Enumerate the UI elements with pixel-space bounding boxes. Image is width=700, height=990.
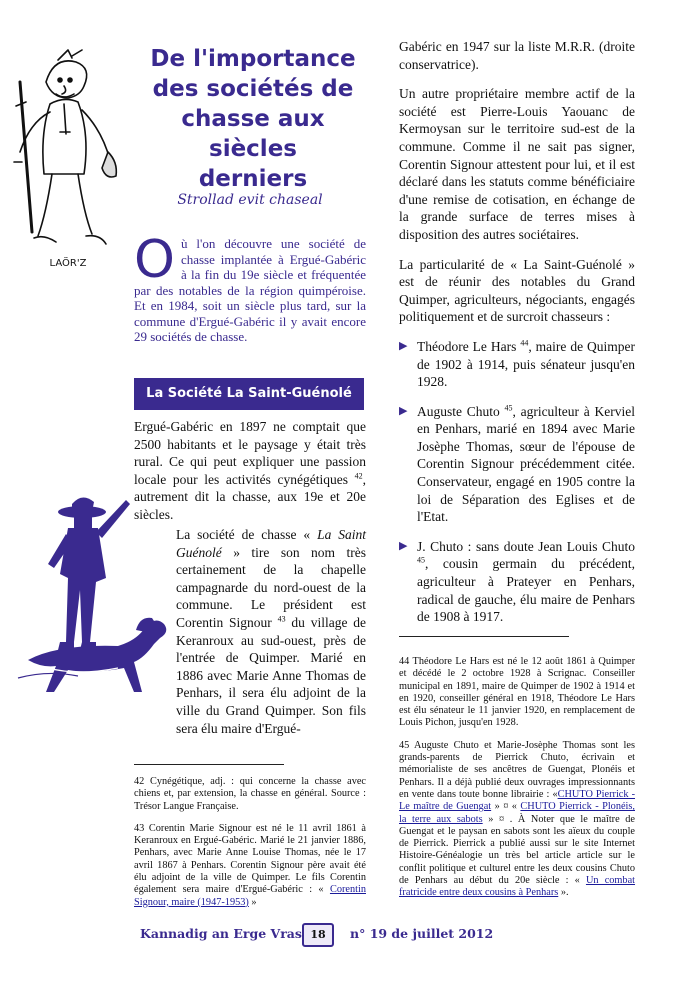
title-line-2: des sociétés de xyxy=(152,76,354,102)
article-intro xyxy=(134,230,366,345)
intro-text: ù l'on découvre une société de chasse implantée à Ergué-Gabéric à la fin du 19e siècle et fréquentée par des notables de la région quimpéroise. Et en 1984, soit un siècle plus tard, sur la commune d'Ergué-Gabéric il y avait encore 29 sociétés de chasse. xyxy=(134,236,366,344)
society-name-italic: La Saint Guénolé xyxy=(176,527,366,560)
footer-publication-name: Kannadig an Erge Vras xyxy=(140,926,302,941)
hunter-cartoon-illustration xyxy=(6,42,124,272)
section-heading: La Société La Saint-Guénolé xyxy=(134,378,364,410)
list-item-le-hars-text: , maire de Quimper de 1902 à 1914, puis sénateur jusqu'en 1928. xyxy=(417,338,635,390)
list-item-le-hars-name: Théodore Le Hars xyxy=(417,338,517,354)
intro-drop-cap: O xyxy=(134,230,175,290)
footnote-45 xyxy=(399,740,635,900)
page-footer xyxy=(140,922,500,946)
footnote-43-end: » xyxy=(248,896,257,908)
list-item-auguste-chuto xyxy=(399,403,635,526)
title-line-4: derniers xyxy=(198,166,308,192)
footnote-divider-right xyxy=(399,636,569,637)
link-maitre-de-guengat[interactable]: CHUTO Pierrick - Le maître de Guengat xyxy=(399,788,635,813)
footnote-45-text-c: » ¤ . À Noter que le maître de Guengat et le paysan en sabots sont les aïeux du couple de Pierrick. Pierrick a publié aussi sur le site Internet Histoire-Généalogie un très bel article article sur le conflit politique et culturel entre les deux cousins Chuto de Penhars au début du 20e siècle : « xyxy=(399,813,635,887)
footnote-ref-44: 44 xyxy=(520,338,529,348)
left-p1-text-b: , autrement dit la chasse, aux 19e et 20e siècles. xyxy=(134,471,366,522)
article-title xyxy=(142,44,364,194)
list-item-auguste-chuto-text: , agriculteur à Kerviel en Penhars, marié en 1894 avec Marie Josèphe Thomas, sœur de l'épouse de Corentin Signour précédemment citée. Conservateur, engagé en 1905 contre la loi de Séparation des Eglises et de l'Etat. xyxy=(417,403,635,525)
footnote-43 xyxy=(134,823,366,909)
page-number: 18 xyxy=(302,923,334,947)
footnote-ref-45b: 45 xyxy=(417,555,425,565)
footnote-42: 42 Cynégétique, adj. : qui concerne la chasse avec chiens et, par extension, la chasse en général. Source : Trésor Langue Française. xyxy=(134,776,366,812)
hunter-with-dog-illustration xyxy=(8,492,172,710)
list-item-j-chuto-name: J. Chuto : sans doute Jean Louis Chuto xyxy=(417,538,635,554)
right-column xyxy=(399,38,635,638)
right-p2: La particularité de « La Saint-Guénolé » est de réunir des notables du Grand Quimper, agriculteurs, négociants, engagés politiquement et de surcroit chasseurs : xyxy=(399,256,635,325)
right-p1: Un autre propriétaire membre actif de la société est Pierre-Louis Yaouanc de Kermoysan sur le territoire sud-est de la commune. Comme il ne sait pas signer, Corentin Signour attestent pour lui, et il est déclaré dans les statuts comme bénéficiaire d'une remise de cotisation, en échange de la grande surface de terres mises à disposition des autres sociétaires. xyxy=(399,86,635,242)
bullet-arrow-icon: ▶ xyxy=(399,339,408,352)
left-column-paragraph-1 xyxy=(134,418,366,524)
footer-issue: n° 19 de juillet 2012 xyxy=(350,926,494,941)
footnote-divider-left xyxy=(134,764,284,765)
footnote-45-text-a: 45 Auguste Chuto et Marie-Josèphe Thomas sont les grands-parents de Pierrick Chuto, écrivain et mémorialiste de ses ancêtres de Guengat, Plonéis et Penhars. Il a déjà publié deux ouvrages impressionnants en vente dans toute bonne librairie : « xyxy=(399,739,635,800)
left-p2-text-b: » tire son nom très certainement de la chapelle campagnarde du nord-ouest de la commune. Le président est Corentin Signour xyxy=(176,544,366,630)
list-item-j-chuto-text: , cousin germain du précédent, agriculteur à Prateyer en Penhars, radical de gauche, élu maire de Penhars de 1908 à 1917. xyxy=(417,556,635,625)
left-p1-text-a: Ergué-Gabéric en 1897 ne comptait que 2500 habitants et le paysage y était très rural. Ce qui peut expliquer une passion locale pour les activités cynégétiques xyxy=(134,419,366,487)
link-corentin-signour[interactable]: Corentin Signour, maire (1947-1953) xyxy=(134,884,366,908)
footnote-45-text-b: » ¤ « xyxy=(491,801,521,813)
footnote-ref-42: 42 xyxy=(354,471,363,481)
left-column-paragraph-2 xyxy=(176,526,366,737)
list-item-j-chuto xyxy=(399,538,635,626)
footnote-44: 44 Théodore Le Hars est né le 12 août 1861 à Quimper et décédé le 2 octobre 1928 à Scrignac. Conseiller municipal en 1891, maire de Quimper de 1902 à 1914 et en 1920, conseiller général en 1918, Théodore Le Hars est élu sénateur le 11 janvier 1920, en remplacement de Louis Pichon, jusqu'en 1928. xyxy=(399,656,635,729)
list-item-auguste-chuto-name: Auguste Chuto xyxy=(417,403,500,419)
footnotes-left xyxy=(134,776,366,919)
link-combat-fratricide[interactable]: Un combat fratricide entre deux cousins à Penhars xyxy=(399,875,636,899)
title-line-3: chasse aux siècles xyxy=(181,106,325,162)
cartoon-signature: LAÖR'Z xyxy=(49,258,87,269)
link-ploneis-terre-aux-sabots[interactable]: CHUTO Pierrick - Plonéis, la terre aux sabots xyxy=(399,801,635,825)
footnotes-right xyxy=(399,656,635,910)
footnote-45-text-d: ». xyxy=(558,887,569,899)
bullet-arrow-icon: ▶ xyxy=(399,539,408,552)
bullet-arrow-icon: ▶ xyxy=(399,404,408,417)
right-p0: Gabéric en 1947 sur la liste M.R.R. (droite conservatrice). xyxy=(399,39,635,72)
article-subtitle: Strollad evit chaseal xyxy=(177,192,323,208)
footnote-ref-45: 45 xyxy=(504,403,513,413)
left-p2-text-c: du village de Keranroux au sud-ouest, près de l'entrée de Quimper. Marié en 1886 avec Marie Anne Thomas de Penhars, il sera élu adjoint de la ville du Grand Quimper. Son fils sera élu maire d'Ergué- xyxy=(176,614,367,736)
title-line-1: De l'importance xyxy=(150,46,356,72)
footnote-43-text: 43 Corentin Marie Signour est né le 11 avril 1861 à Keranroux en Ergué-Gabéric. Marié le 21 janvier 1886, Penhars, avec Marie Anne Louise Thomas, née le 17 avril 1867 à Penhars. Corentin Signour père avait été élu adjoint de la ville de Quimper. Le fils Corentin également sera maire d'Ergué-Gabéric : « xyxy=(134,822,366,896)
left-p2-text-a: La société de chasse « xyxy=(176,527,318,542)
list-item-le-hars xyxy=(399,338,635,391)
footnote-ref-43: 43 xyxy=(277,614,286,624)
